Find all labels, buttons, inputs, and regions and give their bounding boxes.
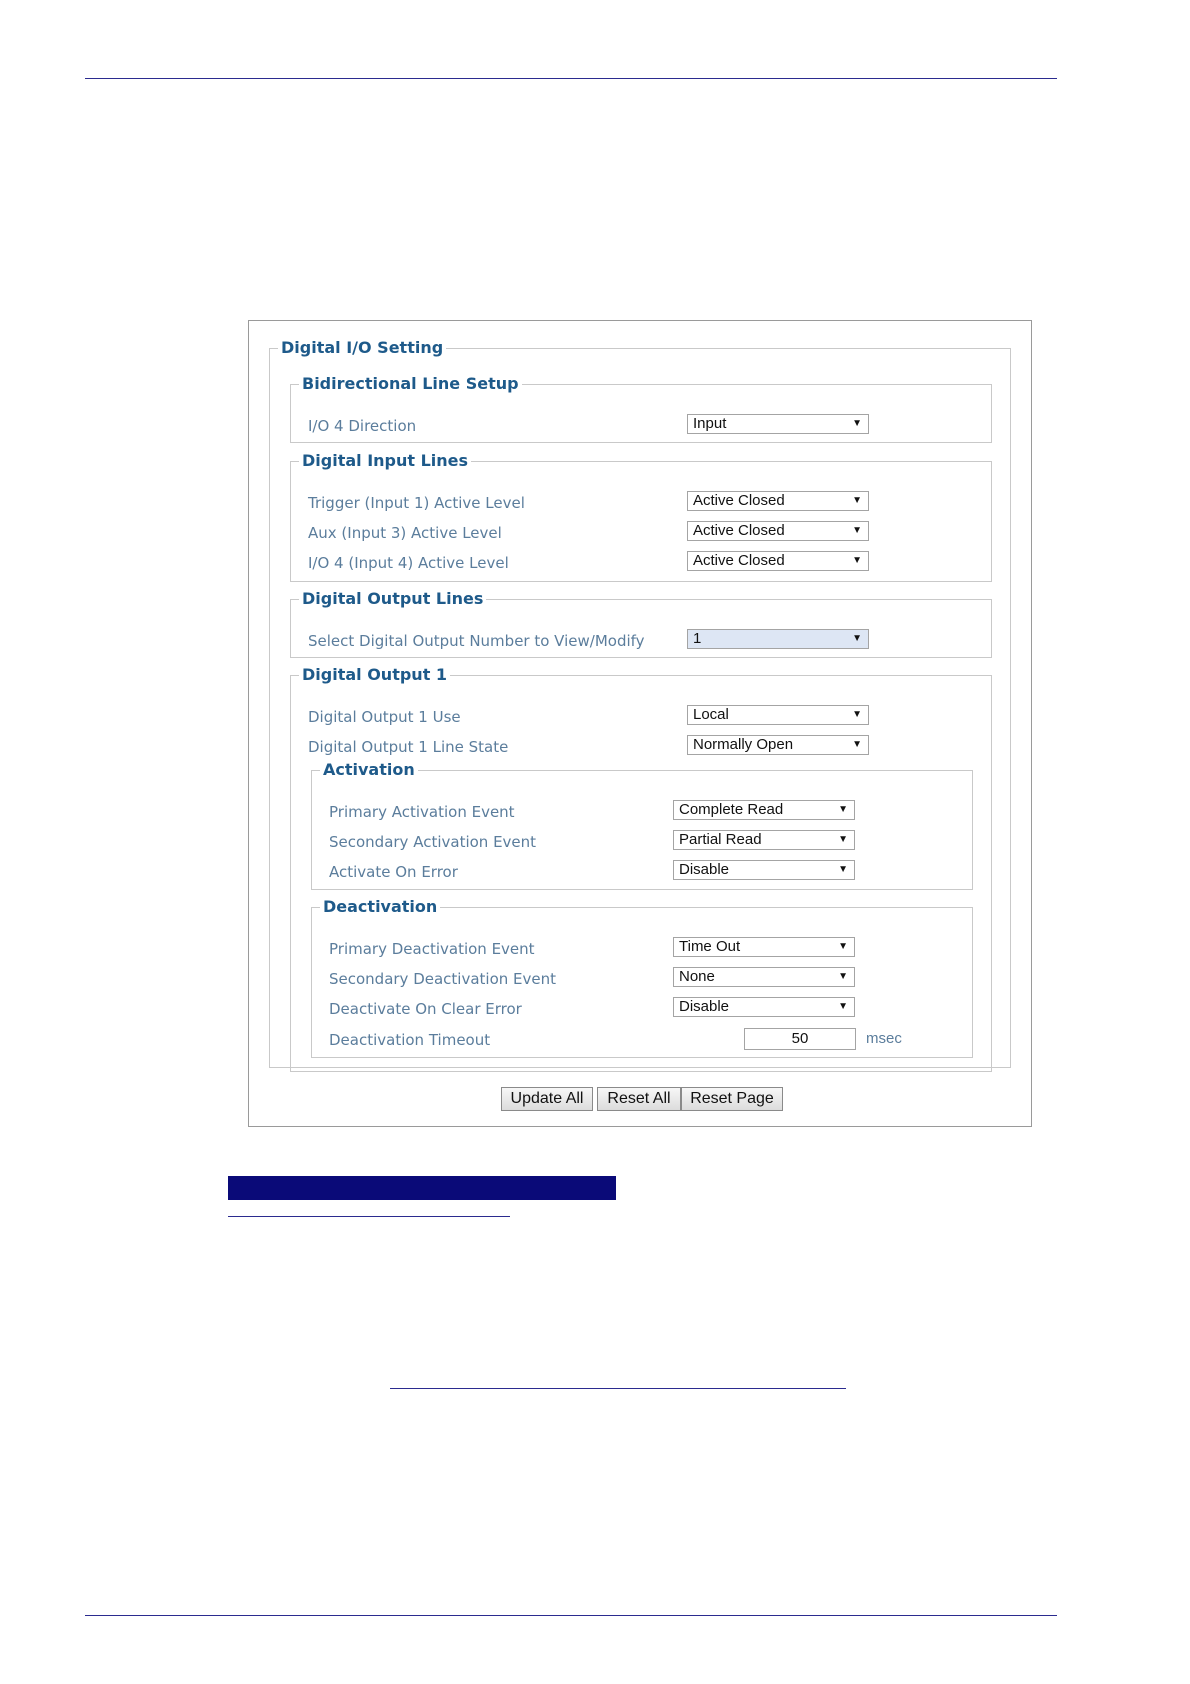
- primary-deactivation-select[interactable]: Time Out ▼: [673, 937, 855, 957]
- aux-active-level-label: Aux (Input 3) Active Level: [308, 524, 502, 542]
- page-footer-rule: [85, 1615, 1057, 1616]
- chevron-down-icon: ▼: [838, 834, 848, 845]
- chevron-down-icon: ▼: [852, 555, 862, 566]
- deactivation-timeout-unit: msec: [866, 1030, 902, 1047]
- io4-active-level-select[interactable]: Active Closed ▼: [687, 551, 869, 571]
- aux-active-level-row: [291, 521, 991, 545]
- digital-output-lines-title: Digital Output Lines: [302, 589, 484, 608]
- chevron-down-icon: ▼: [838, 804, 848, 815]
- digital-output-lines-group: [290, 590, 992, 658]
- trigger-active-level-select[interactable]: Active Closed ▼: [687, 491, 869, 511]
- deactivate-on-clear-error-row: [312, 997, 972, 1021]
- io4-direction-label: I/O 4 Direction: [308, 417, 417, 435]
- output1-line-state-row: [291, 735, 991, 759]
- deactivation-timeout-input[interactable]: 50: [744, 1028, 856, 1050]
- chevron-down-icon: ▼: [838, 1001, 848, 1012]
- primary-activation-select[interactable]: Complete Read ▼: [673, 800, 855, 820]
- output1-use-label: Digital Output 1 Use: [308, 708, 461, 726]
- figure-caption-bar: [228, 1176, 616, 1200]
- activation-group: [311, 761, 973, 890]
- deactivation-title: Deactivation: [323, 897, 438, 916]
- chevron-down-icon: ▼: [852, 633, 862, 644]
- io4-direction-row: [291, 414, 991, 438]
- activate-on-error-select[interactable]: Disable ▼: [673, 860, 855, 880]
- digital-io-setting-group: [269, 339, 1011, 1068]
- activate-on-error-row: [312, 860, 972, 884]
- chevron-down-icon: ▼: [838, 971, 848, 982]
- secondary-activation-label: Secondary Activation Event: [329, 833, 537, 851]
- output1-line-state-select[interactable]: Normally Open ▼: [687, 735, 869, 755]
- chevron-down-icon: ▼: [852, 525, 862, 536]
- deactivate-on-clear-error-label: Deactivate On Clear Error: [329, 1000, 522, 1018]
- bidirectional-line-setup-group: [290, 375, 992, 443]
- output-number-select[interactable]: 1 ▼: [687, 629, 869, 649]
- reset-all-button[interactable]: Reset All: [597, 1087, 681, 1111]
- digital-input-lines-group: [290, 452, 992, 582]
- chevron-down-icon: ▼: [838, 864, 848, 875]
- deactivation-timeout-label: Deactivation Timeout: [329, 1031, 491, 1049]
- trigger-active-level-label: Trigger (Input 1) Active Level: [308, 494, 525, 512]
- output1-use-row: [291, 705, 991, 729]
- update-all-button[interactable]: Update All: [501, 1087, 593, 1111]
- primary-deactivation-row: [312, 937, 972, 961]
- output-number-row: [291, 629, 991, 653]
- chevron-down-icon: ▼: [838, 941, 848, 952]
- digital-output-1-title: Digital Output 1: [302, 665, 448, 684]
- activate-on-error-label: Activate On Error: [329, 863, 458, 881]
- digital-output-1-group: [290, 666, 992, 1072]
- reset-page-button[interactable]: Reset Page: [681, 1087, 783, 1111]
- activation-title: Activation: [323, 760, 415, 779]
- secondary-activation-select[interactable]: Partial Read ▼: [673, 830, 855, 850]
- digital-io-setting-title: Digital I/O Setting: [281, 338, 444, 357]
- chevron-down-icon: ▼: [852, 739, 862, 750]
- aux-active-level-select[interactable]: Active Closed ▼: [687, 521, 869, 541]
- output-number-label: Select Digital Output Number to View/Modify: [308, 632, 645, 650]
- caption-underline: [228, 1216, 510, 1217]
- reference-link-underline[interactable]: [390, 1388, 846, 1389]
- deactivate-on-clear-error-select[interactable]: Disable ▼: [673, 997, 855, 1017]
- digital-io-panel: [248, 320, 1032, 1127]
- chevron-down-icon: ▼: [852, 709, 862, 720]
- io4-active-level-label: I/O 4 (Input 4) Active Level: [308, 554, 509, 572]
- bidirectional-line-setup-title: Bidirectional Line Setup: [302, 374, 519, 393]
- trigger-active-level-row: [291, 491, 991, 515]
- chevron-down-icon: ▼: [852, 495, 862, 506]
- secondary-deactivation-label: Secondary Deactivation Event: [329, 970, 557, 988]
- deactivation-group: [311, 898, 973, 1058]
- primary-activation-label: Primary Activation Event: [329, 803, 515, 821]
- primary-deactivation-label: Primary Deactivation Event: [329, 940, 535, 958]
- output1-line-state-label: Digital Output 1 Line State: [308, 738, 509, 756]
- output1-use-select[interactable]: Local ▼: [687, 705, 869, 725]
- io4-active-level-row: [291, 551, 991, 575]
- digital-input-lines-title: Digital Input Lines: [302, 451, 469, 470]
- primary-activation-row: [312, 800, 972, 824]
- secondary-activation-row: [312, 830, 972, 854]
- secondary-deactivation-select[interactable]: None ▼: [673, 967, 855, 987]
- deactivation-timeout-row: [312, 1028, 972, 1052]
- chevron-down-icon: ▼: [852, 418, 862, 429]
- secondary-deactivation-row: [312, 967, 972, 991]
- io4-direction-select[interactable]: Input ▼: [687, 414, 869, 434]
- page-header-rule: [85, 78, 1057, 79]
